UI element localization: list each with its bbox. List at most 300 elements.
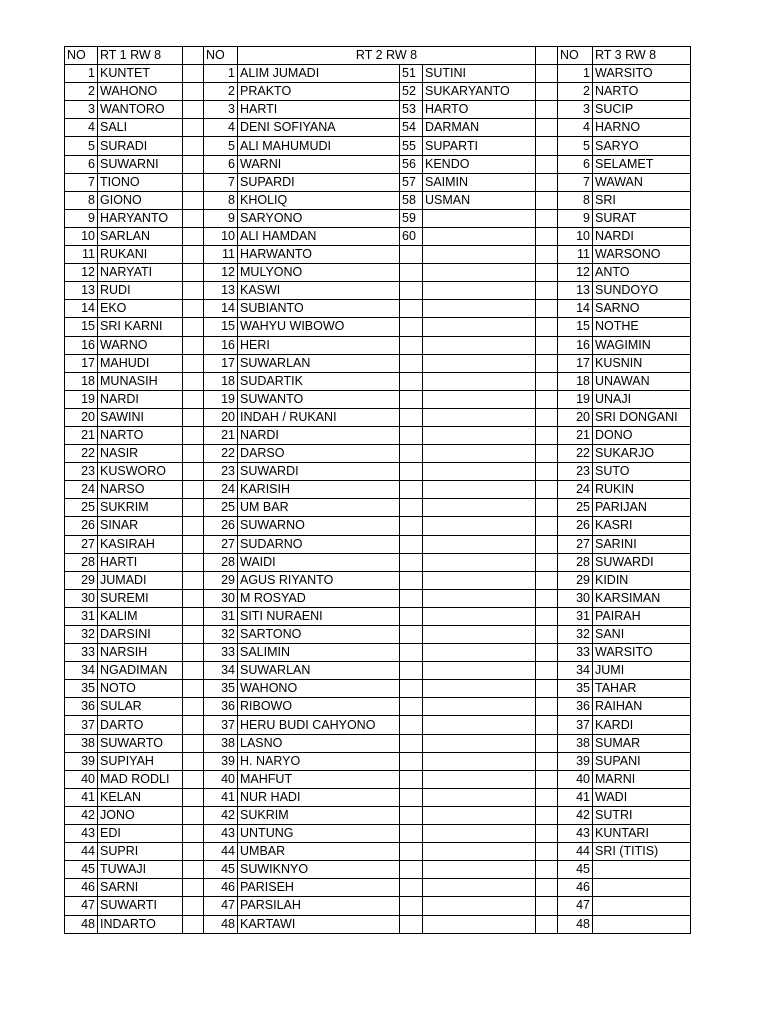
rt3-no-cell: 40 [558,770,593,788]
rt2-extra-no-cell [400,607,423,625]
gap-cell [183,662,204,680]
gap-cell [183,318,204,336]
rt3-no-cell: 41 [558,788,593,806]
rt2-extra-name-cell [423,535,536,553]
rt2-no-cell: 19 [204,390,238,408]
rt3-no-cell: 43 [558,825,593,843]
table-row [65,897,691,915]
gap-cell [536,897,558,915]
table-row [65,463,691,481]
rt2-extra-name-cell [423,897,536,915]
rt2-extra-name-cell [423,571,536,589]
gap-cell [536,246,558,264]
gap-cell [536,770,558,788]
rt2-name-cell: ALI HAMDAN [238,227,400,245]
header-rt3: RT 3 RW 8 [593,47,691,65]
table-row [65,770,691,788]
rt2-extra-no-cell: 54 [400,119,423,137]
rt1-no-cell: 28 [65,553,98,571]
rt3-no-cell: 1 [558,65,593,83]
rt2-extra-name-cell [423,716,536,734]
rt3-name-cell: SUMAR [593,734,691,752]
gap-cell [183,825,204,843]
table-row [65,137,691,155]
gap-cell [536,101,558,119]
table-row [65,191,691,209]
rt3-no-cell: 5 [558,137,593,155]
rt3-no-cell: 20 [558,408,593,426]
gap-cell [536,463,558,481]
table-row [65,535,691,553]
gap-cell [183,372,204,390]
gap-cell [183,426,204,444]
rt1-no-cell: 46 [65,879,98,897]
rt3-name-cell: SRI (TITIS) [593,843,691,861]
rt2-name-cell: AGUS RIYANTO [238,571,400,589]
gap-cell [536,354,558,372]
rt1-no-cell: 35 [65,680,98,698]
rt2-name-cell: SITI NURAENI [238,607,400,625]
gap-cell [183,607,204,625]
gap-cell [183,408,204,426]
rt2-name-cell: WAHONO [238,680,400,698]
rt2-name-cell: HARTI [238,101,400,119]
rt2-name-cell: MAHFUT [238,770,400,788]
rt2-name-cell: SUWANTO [238,390,400,408]
rt1-no-cell: 23 [65,463,98,481]
rt2-no-cell: 40 [204,770,238,788]
rt2-extra-no-cell [400,372,423,390]
gap-cell [183,173,204,191]
rt2-no-cell: 11 [204,246,238,264]
table-row [65,264,691,282]
rt2-no-cell: 37 [204,716,238,734]
rt1-no-cell: 26 [65,517,98,535]
gap-cell [183,680,204,698]
rt2-extra-name-cell: SUKARYANTO [423,83,536,101]
table-row [65,626,691,644]
header-no-rt3: NO [558,47,593,65]
rt3-name-cell: ANTO [593,264,691,282]
rt2-extra-no-cell [400,445,423,463]
rt2-no-cell: 2 [204,83,238,101]
rt3-name-cell: SUTO [593,463,691,481]
table-row [65,788,691,806]
rt1-no-cell: 39 [65,752,98,770]
table-row [65,915,691,933]
gap-cell [183,209,204,227]
rt2-name-cell: ALI MAHUMUDI [238,137,400,155]
rt2-extra-name-cell [423,734,536,752]
rt2-no-cell: 42 [204,806,238,824]
gap-cell [183,897,204,915]
rt2-extra-name-cell [423,318,536,336]
rt3-name-cell: SRI [593,191,691,209]
gap-cell [536,209,558,227]
gap-cell [536,698,558,716]
gap-cell [183,915,204,933]
rt2-name-cell: NARDI [238,426,400,444]
gap-cell [183,445,204,463]
rt3-no-cell: 2 [558,83,593,101]
rt3-no-cell: 46 [558,879,593,897]
rt2-no-cell: 46 [204,879,238,897]
rt3-no-cell: 17 [558,354,593,372]
rt2-name-cell: M ROSYAD [238,589,400,607]
rt3-no-cell: 28 [558,553,593,571]
table-row [65,644,691,662]
rt2-extra-name-cell: HARTO [423,101,536,119]
rt3-no-cell: 6 [558,155,593,173]
table-row [65,680,691,698]
table-row [65,716,691,734]
rt1-name-cell: SARLAN [98,227,183,245]
gap-cell [536,137,558,155]
rt2-extra-no-cell [400,806,423,824]
gap-cell [536,65,558,83]
rt3-name-cell: SARYO [593,137,691,155]
rt2-extra-name-cell [423,915,536,933]
rt1-name-cell: RUDI [98,282,183,300]
rt2-extra-no-cell [400,264,423,282]
table-row [65,246,691,264]
rt2-name-cell: H. NARYO [238,752,400,770]
gap-cell [536,481,558,499]
gap-cell [183,101,204,119]
gap-cell [183,788,204,806]
rt1-no-cell: 15 [65,318,98,336]
table-row [65,83,691,101]
rt1-name-cell: MUNASIH [98,372,183,390]
rt3-name-cell: JUMI [593,662,691,680]
rt3-name-cell: WAGIMIN [593,336,691,354]
rt3-name-cell: PARIJAN [593,499,691,517]
rt2-extra-name-cell [423,589,536,607]
table-row [65,354,691,372]
rt3-name-cell: KARDI [593,716,691,734]
gap-cell [536,517,558,535]
gap-cell [183,517,204,535]
rt1-name-cell: NARTO [98,426,183,444]
rt2-no-cell: 27 [204,535,238,553]
rt2-no-cell: 48 [204,915,238,933]
rt3-name-cell: SUKARJO [593,445,691,463]
table-row [65,698,691,716]
gap-cell [183,553,204,571]
rt1-name-cell: HARTI [98,553,183,571]
rt3-no-cell: 19 [558,390,593,408]
rt1-name-cell: SUREMI [98,589,183,607]
table-row [65,662,691,680]
rt2-no-cell: 23 [204,463,238,481]
rt1-no-cell: 45 [65,861,98,879]
rt2-name-cell: SUWARNO [238,517,400,535]
rt1-no-cell: 10 [65,227,98,245]
rt2-extra-no-cell [400,318,423,336]
rt2-no-cell: 33 [204,644,238,662]
rt3-no-cell: 36 [558,698,593,716]
gap-cell [183,589,204,607]
rt3-no-cell: 38 [558,734,593,752]
rt2-extra-no-cell [400,535,423,553]
rt3-name-cell: KASRI [593,517,691,535]
gap-cell [536,155,558,173]
rt3-no-cell: 13 [558,282,593,300]
rt2-extra-no-cell [400,788,423,806]
gap-cell [183,119,204,137]
table-row [65,408,691,426]
rt1-no-cell: 8 [65,191,98,209]
rt1-name-cell: MAD RODLI [98,770,183,788]
rt3-no-cell: 47 [558,897,593,915]
rt3-name-cell: SELAMET [593,155,691,173]
rt3-no-cell: 25 [558,499,593,517]
rt2-no-cell: 22 [204,445,238,463]
rt2-extra-no-cell [400,282,423,300]
rt2-name-cell: HERU BUDI CAHYONO [238,716,400,734]
rt2-no-cell: 16 [204,336,238,354]
rt3-name-cell: WARSONO [593,246,691,264]
rt2-no-cell: 17 [204,354,238,372]
rt3-no-cell: 26 [558,517,593,535]
rt1-no-cell: 11 [65,246,98,264]
rt3-name-cell: HARNO [593,119,691,137]
rt3-no-cell: 44 [558,843,593,861]
gap-cell [536,752,558,770]
gap-cell [536,843,558,861]
rt2-extra-no-cell: 60 [400,227,423,245]
table-row [65,65,691,83]
rt2-no-cell: 43 [204,825,238,843]
table-row [65,607,691,625]
rt3-no-cell: 3 [558,101,593,119]
rt3-no-cell: 42 [558,806,593,824]
rt1-name-cell: EDI [98,825,183,843]
table-row [65,101,691,119]
rt2-extra-name-cell [423,879,536,897]
rt2-extra-name-cell [423,644,536,662]
rt1-name-cell: EKO [98,300,183,318]
gap-cell [536,47,558,65]
gap-cell [536,716,558,734]
rt1-name-cell: INDARTO [98,915,183,933]
gap-cell [183,806,204,824]
gap-cell [536,571,558,589]
rt2-extra-name-cell: SUPARTI [423,137,536,155]
rt1-no-cell: 40 [65,770,98,788]
rt3-name-cell: NOTHE [593,318,691,336]
gap-cell [183,481,204,499]
gap-cell [536,372,558,390]
gap-cell [183,644,204,662]
table-row [65,155,691,173]
rt2-extra-name-cell [423,626,536,644]
gap-cell [536,680,558,698]
rt2-extra-no-cell: 55 [400,137,423,155]
rt1-no-cell: 17 [65,354,98,372]
gap-cell [536,300,558,318]
gap-cell [536,445,558,463]
gap-cell [536,662,558,680]
rt3-no-cell: 11 [558,246,593,264]
gap-cell [536,318,558,336]
rt3-no-cell: 45 [558,861,593,879]
rt2-name-cell: PARSILAH [238,897,400,915]
rt2-no-cell: 47 [204,897,238,915]
rt1-no-cell: 44 [65,843,98,861]
rt2-extra-no-cell [400,390,423,408]
gap-cell [183,879,204,897]
gap-cell [536,535,558,553]
rt1-no-cell: 22 [65,445,98,463]
table-row [65,752,691,770]
rt1-name-cell: KUSWORO [98,463,183,481]
rt1-no-cell: 5 [65,137,98,155]
table-row [65,571,691,589]
rt2-extra-no-cell: 59 [400,209,423,227]
rt2-extra-name-cell [423,463,536,481]
gap-cell [183,155,204,173]
gap-cell [536,553,558,571]
rt1-name-cell: MAHUDI [98,354,183,372]
table-row [65,390,691,408]
rt3-no-cell: 15 [558,318,593,336]
rt2-extra-name-cell: KENDO [423,155,536,173]
rt3-no-cell: 33 [558,644,593,662]
rt2-name-cell: INDAH / RUKANI [238,408,400,426]
table-row [65,227,691,245]
rt2-no-cell: 15 [204,318,238,336]
rt2-no-cell: 36 [204,698,238,716]
rt2-name-cell: DARSO [238,445,400,463]
rt2-no-cell: 28 [204,553,238,571]
table-row [65,499,691,517]
rt2-extra-name-cell [423,481,536,499]
rt3-name-cell: KUNTARI [593,825,691,843]
rt3-name-cell: DONO [593,426,691,444]
rt1-no-cell: 36 [65,698,98,716]
rt2-no-cell: 44 [204,843,238,861]
rt2-no-cell: 3 [204,101,238,119]
rt1-no-cell: 43 [65,825,98,843]
rt2-extra-name-cell [423,246,536,264]
header-rt1: RT 1 RW 8 [98,47,183,65]
rt3-name-cell: UNAWAN [593,372,691,390]
rt2-name-cell: UNTUNG [238,825,400,843]
rt2-extra-name-cell [423,227,536,245]
rt2-name-cell: SUDARTIK [238,372,400,390]
rt1-name-cell: NOTO [98,680,183,698]
rt3-name-cell: KIDIN [593,571,691,589]
rt1-name-cell: TUWAJI [98,861,183,879]
rt2-name-cell: SUPARDI [238,173,400,191]
rt1-no-cell: 18 [65,372,98,390]
table-row [65,336,691,354]
rt1-no-cell: 47 [65,897,98,915]
rt2-extra-name-cell [423,426,536,444]
rt2-extra-name-cell [423,445,536,463]
rt3-no-cell: 32 [558,626,593,644]
rt2-no-cell: 9 [204,209,238,227]
rt1-name-cell: DARSINI [98,626,183,644]
table-row [65,445,691,463]
rt2-extra-no-cell [400,354,423,372]
rt3-name-cell: WARSITO [593,65,691,83]
gap-cell [536,734,558,752]
table-row [65,843,691,861]
rt1-name-cell: SAWINI [98,408,183,426]
rt1-name-cell: SUPIYAH [98,752,183,770]
rt1-no-cell: 24 [65,481,98,499]
rt3-no-cell: 14 [558,300,593,318]
rt1-name-cell: SUWARTO [98,734,183,752]
rt1-no-cell: 21 [65,426,98,444]
rt3-no-cell: 18 [558,372,593,390]
table-row [65,517,691,535]
rt1-name-cell: SULAR [98,698,183,716]
table-row [65,861,691,879]
rt1-no-cell: 16 [65,336,98,354]
table-row [65,481,691,499]
rt2-extra-name-cell [423,752,536,770]
gap-cell [536,173,558,191]
rt2-extra-no-cell: 56 [400,155,423,173]
rt3-name-cell [593,879,691,897]
rt2-extra-name-cell [423,282,536,300]
rt2-name-cell: UM BAR [238,499,400,517]
rt3-no-cell: 37 [558,716,593,734]
gap-cell [183,571,204,589]
gap-cell [183,626,204,644]
rt2-extra-no-cell [400,481,423,499]
rt2-name-cell: UMBAR [238,843,400,861]
rt2-extra-name-cell [423,264,536,282]
rt2-name-cell: KASWI [238,282,400,300]
rt2-extra-name-cell [423,770,536,788]
rt1-no-cell: 34 [65,662,98,680]
gap-cell [183,246,204,264]
rt1-no-cell: 2 [65,83,98,101]
rt2-extra-name-cell [423,408,536,426]
rt2-extra-no-cell [400,662,423,680]
gap-cell [536,825,558,843]
rt3-name-cell: NARTO [593,83,691,101]
rt3-name-cell: PAIRAH [593,607,691,625]
rt1-name-cell: HARYANTO [98,209,183,227]
rt3-no-cell: 35 [558,680,593,698]
rt2-name-cell: SUBIANTO [238,300,400,318]
rt2-name-cell: SUWARLAN [238,354,400,372]
table-row [65,372,691,390]
rt2-name-cell: KHOLIQ [238,191,400,209]
rt3-name-cell: SUWARDI [593,553,691,571]
rt2-extra-name-cell [423,861,536,879]
rt2-extra-no-cell: 52 [400,83,423,101]
gap-cell [536,83,558,101]
rt1-name-cell: SALI [98,119,183,137]
gap-cell [183,83,204,101]
rt2-no-cell: 13 [204,282,238,300]
rt1-name-cell: NARSO [98,481,183,499]
rt1-no-cell: 13 [65,282,98,300]
gap-cell [536,426,558,444]
rt2-no-cell: 32 [204,626,238,644]
gap-cell [183,843,204,861]
header-no-rt1: NO [65,47,98,65]
gap-cell [536,861,558,879]
rt1-no-cell: 6 [65,155,98,173]
rt2-no-cell: 34 [204,662,238,680]
